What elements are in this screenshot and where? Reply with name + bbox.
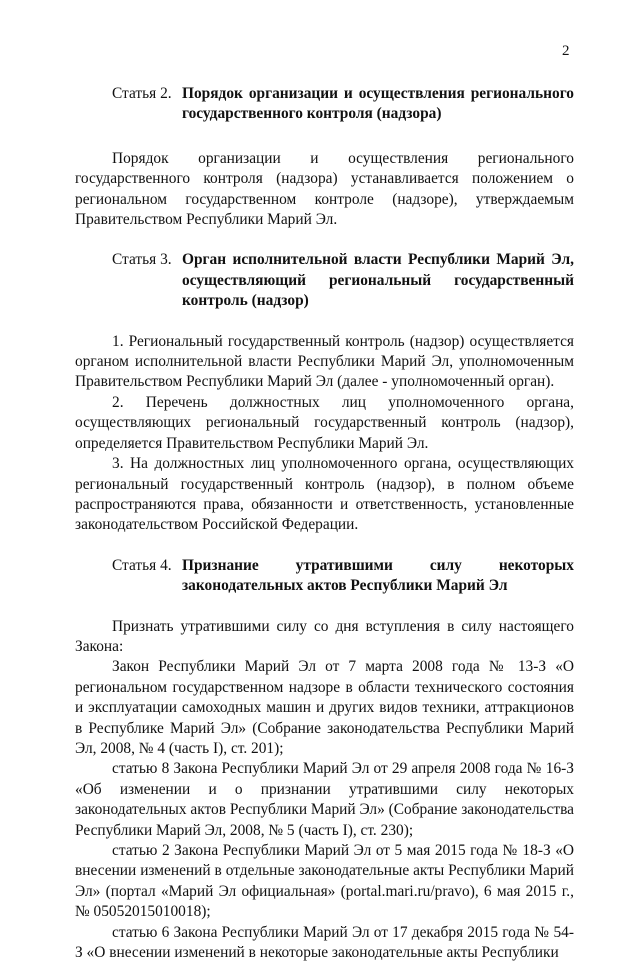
article-4-label: Статья 4.	[112, 556, 172, 574]
article-4-paragraph-2: Закон Республики Марий Эл от 7 марта 2008 года № 13-З «О региональном государственном надзоре в области технического состояния и эксплуатации самоходных машин и других видов техники, аттракционов в Республике Марий Эл» (Собрание законодательства Республики Марий Эл, 2008, № 4 (часть I), ст. 201);	[75, 658, 574, 757]
article-2-paragraph-1: Порядок организации и осуществления регионального государственного контроля (надзора) устанавливается положением о региональном государственном контроле (надзоре), утверждаемым Правительством Республики Марий Эл.	[75, 149, 574, 229]
article-2	[75, 84, 574, 230]
article-4-paragraph-4: статью 2 Закона Республики Марий Эл от 5 мая 2015 года № 18-З «О внесении изменений в отдельные законодательные акты Республики Марий Эл» (портал «Марий Эл официальная» (portal.mari.ru/pravo), 6 мая 2015 г., № 05052015010018);	[75, 842, 574, 921]
article-4-paragraph-5: статью 6 Закона Республики Марий Эл от 17 декабря 2015 года № 54-З «О внесении изменений в некоторые законодательные акты Республики	[75, 923, 574, 962]
article-4-paragraph-3: статью 8 Закона Республики Марий Эл от 29 апреля 2008 года № 16-З «Об изменении и о признании утратившими силу некоторых законодательных актов Республики Марий Эл» (Собрание законодательства Республики Марий Эл, 2008, № 5 (часть I), ст. 230);	[75, 760, 574, 839]
article-2-label: Статья 2.	[112, 85, 172, 102]
article-4-paragraph-1: Признать утратившими силу со дня вступления в силу настоящего Закона:	[75, 617, 574, 655]
article-2-heading	[75, 84, 574, 125]
article-3-paragraph-1: 1. Региональный государственный контроль (надзор) осуществляется органом исполнительной власти Республики Марий Эл, уполномоченным Правительством Республики Марий Эл (далее - уполномоченный орган).	[75, 332, 574, 391]
article-4-heading	[75, 556, 574, 597]
article-2-title: Порядок организации и осуществления регионального государственного контроля (надзора)	[182, 85, 574, 123]
article-3	[75, 250, 574, 535]
document-body	[75, 84, 574, 963]
article-3-label: Статья 3.	[112, 251, 172, 269]
article-3-heading	[75, 250, 574, 311]
article-4-title: Признание утратившими силу некоторых законодательных актов Республики Марий Эл	[182, 556, 574, 595]
article-3-paragraph-3: 3. На должностных лиц уполномоченного органа, осуществляющих региональный государственный контроль (надзор), в полном объеме распространяются права, обязанности и ответственность, установленные законодательством Российской Федерации.	[75, 455, 574, 534]
article-3-paragraph-2: 2. Перечень должностных лиц уполномоченного органа, осуществляющих региональный государственный контроль (надзор), определяется Правительством Республики Марий Эл.	[75, 393, 574, 452]
article-3-title: Орган исполнительной власти Республики Марий Эл, осуществляющий региональный государственный контроль (надзор)	[182, 251, 574, 310]
article-4	[75, 556, 574, 963]
page-number: 2	[562, 43, 570, 59]
